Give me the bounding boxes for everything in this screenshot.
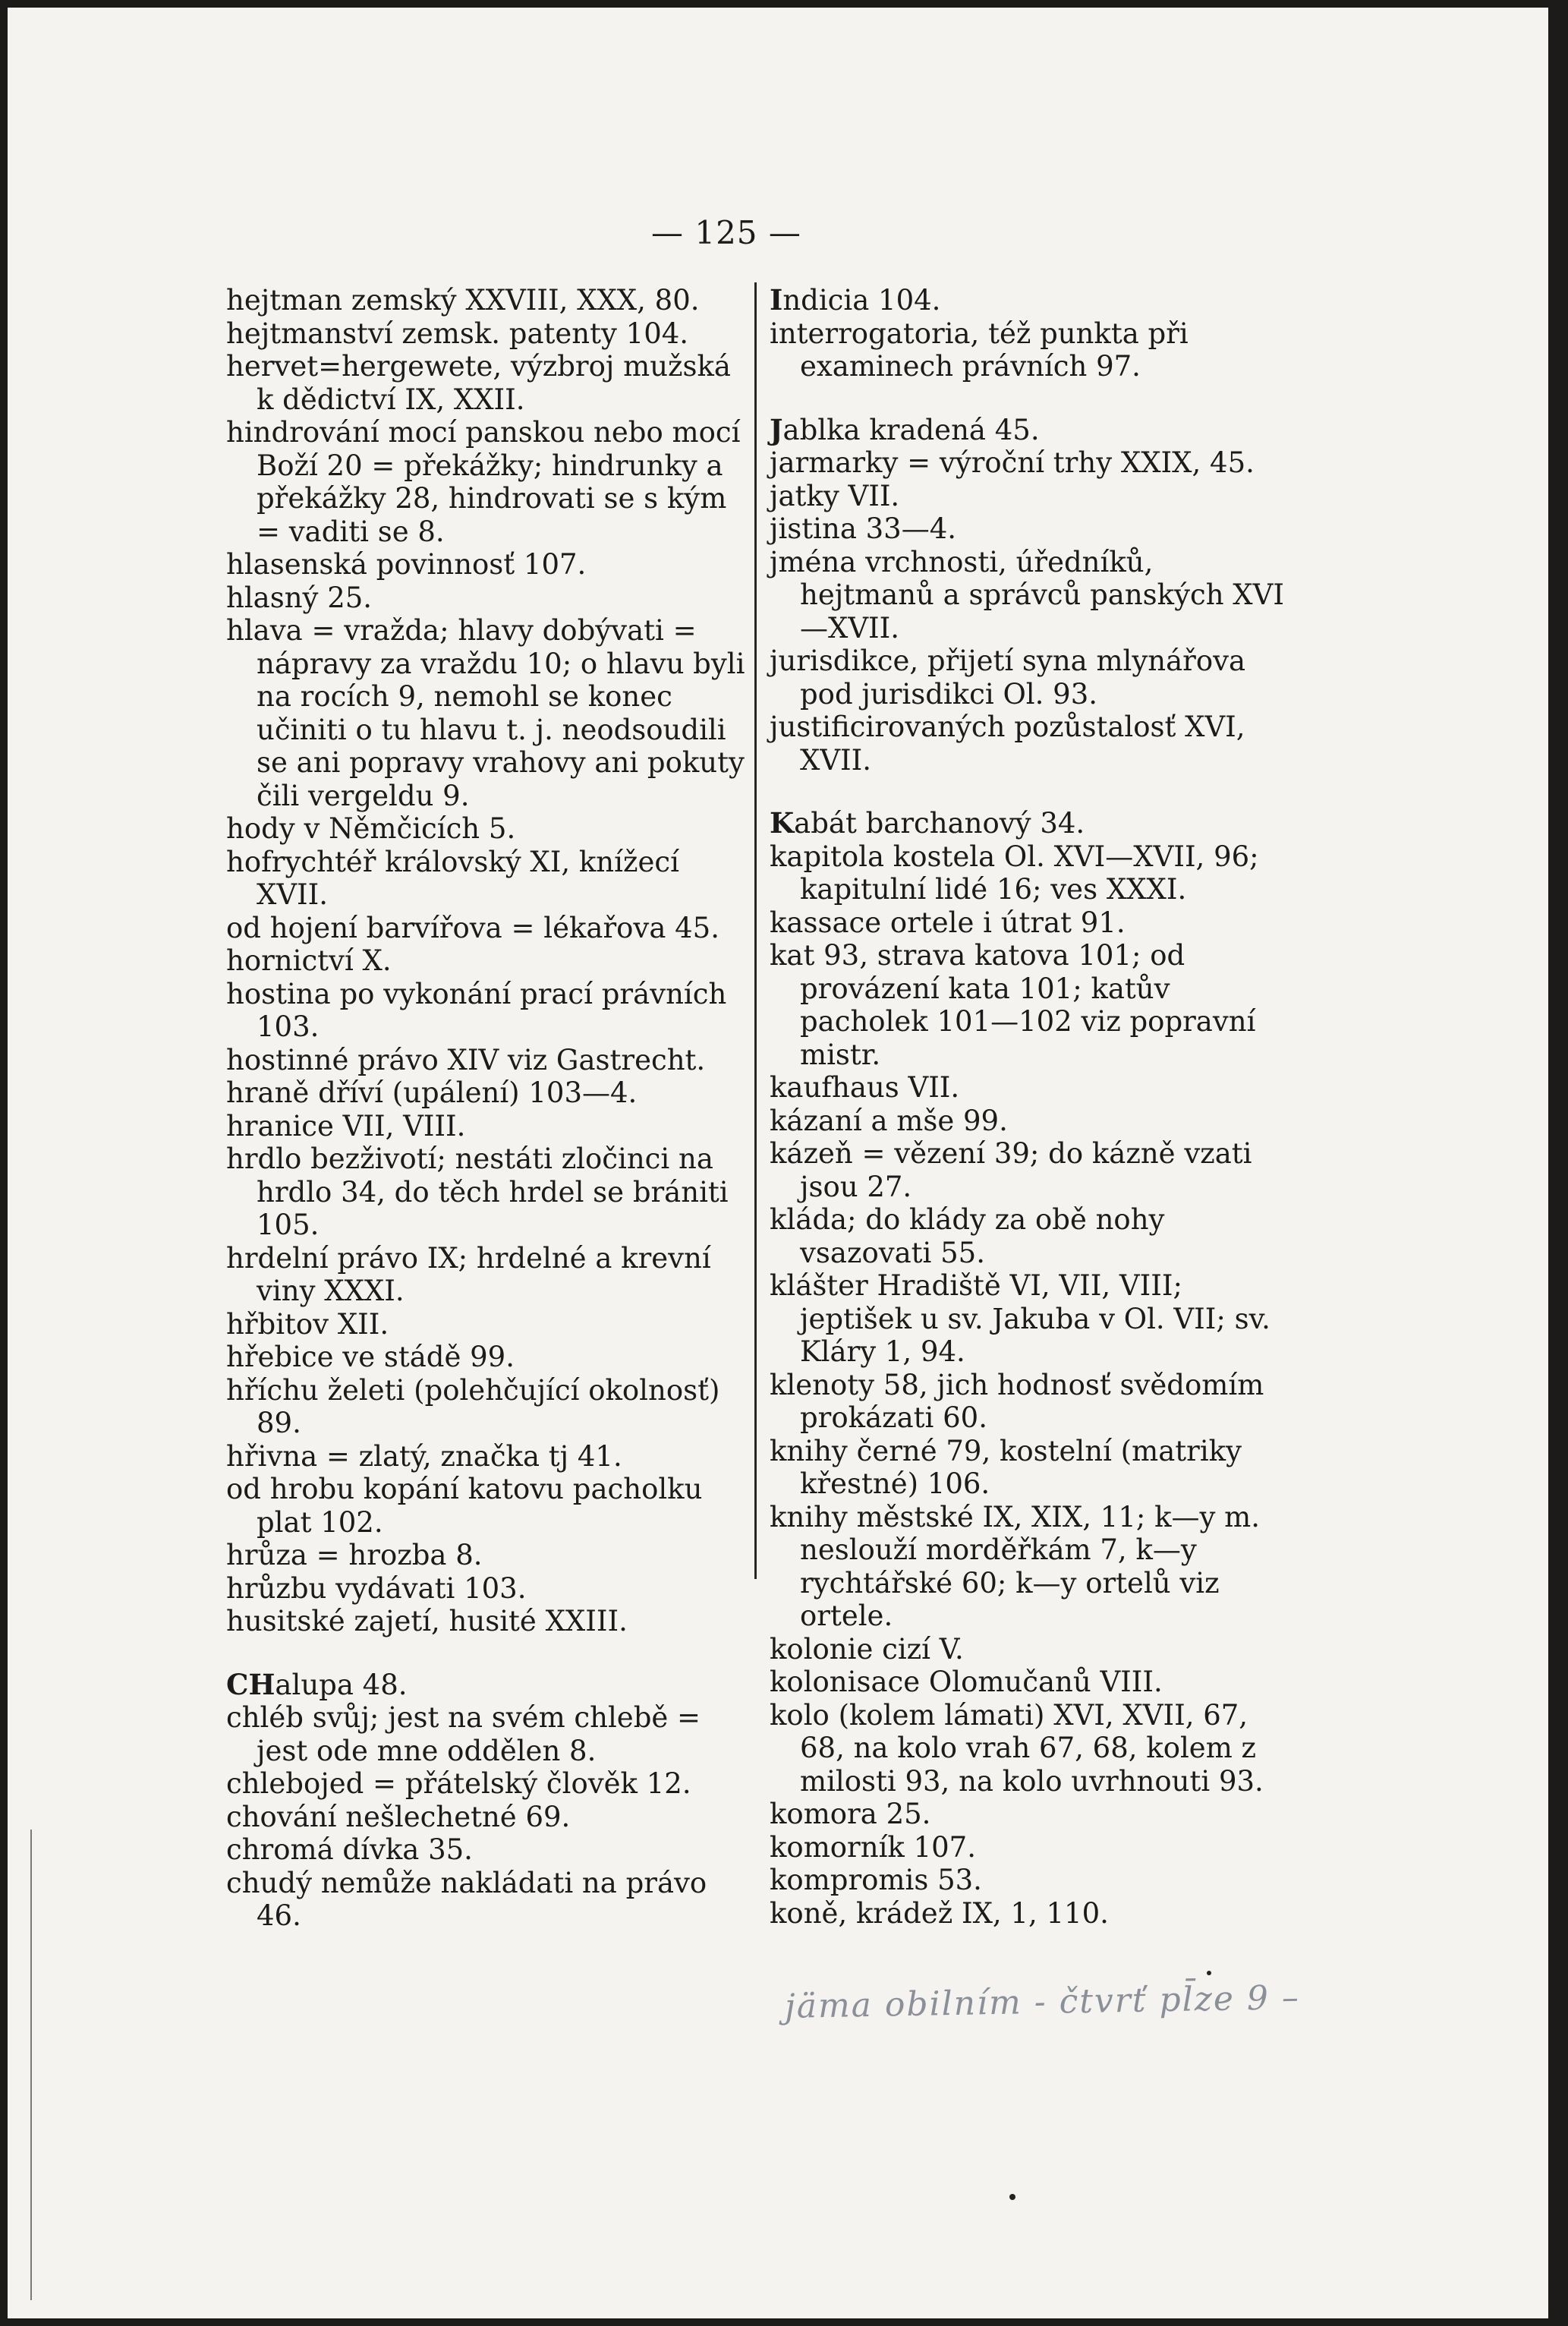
entry-text: hervet=hergewete, výzbroj mužská k dědictví IX, XXII.: [226, 350, 731, 416]
index-entry: [770, 317, 1295, 383]
entry-text: kapitola kostela Ol. XVI—XVII, 96; kapitulní lidé 16; ves XXXI.: [770, 840, 1259, 906]
entry-text: jména vrchnosti, úředníků, hejtmanů a správců panských XVI—XVII.: [770, 545, 1284, 645]
index-entry: [770, 1105, 1295, 1138]
entry-text: komorník 107.: [770, 1830, 976, 1864]
index-entry: [226, 1242, 750, 1308]
entry-text: hrdlo bezživotí; nestáti zločinci na hrdlo 34, do těch hrdel se brániti 105.: [226, 1143, 729, 1241]
index-entry: [226, 1572, 750, 1606]
index-entry: [770, 512, 1295, 546]
index-entry: [226, 1669, 750, 1702]
index-column-right: [770, 284, 1295, 1930]
entry-text: hostina po vykonání prací právních 103.: [226, 977, 727, 1043]
index-entry: [226, 1833, 750, 1867]
handwritten-note: jäma obilním - čtvrť pl̄ze 9 –: [784, 1978, 1301, 2026]
entry-text: ndicia 104.: [782, 284, 941, 317]
section-initial: I: [770, 283, 783, 317]
index-entry: [226, 1767, 750, 1801]
page-number: — 125 —: [651, 214, 801, 251]
index-entry: [226, 1143, 750, 1242]
index-entry: [770, 446, 1295, 480]
index-entry: [770, 284, 1295, 317]
entry-text: hlava = vražda; hlavy dobývati = nápravy za vraždu 10; o hlavu byli na rocích 9, nemohl se konec učiniti o tu hlavu t. j. neodsoudili se ani popravy vrahovy ani pokuty čili vergeldu 9.: [226, 614, 745, 812]
index-entry: [770, 1369, 1295, 1435]
index-entry: [770, 840, 1295, 906]
index-entry: [226, 284, 750, 317]
index-entry: [226, 1374, 750, 1440]
index-entry: [770, 645, 1295, 711]
index-entry: [770, 1501, 1295, 1633]
entry-text: alupa 48.: [275, 1668, 408, 1701]
scan-edge-mark: [30, 1830, 32, 2300]
index-entry: [226, 1801, 750, 1834]
entry-text: chlebojed = přátelský člověk 12.: [226, 1767, 691, 1800]
entry-text: hlasný 25.: [226, 581, 373, 614]
index-entry: [770, 1699, 1295, 1798]
entry-text: hejtmanství zemsk. patenty 104.: [226, 317, 689, 350]
speck-mark: [1009, 2194, 1015, 2200]
entry-text: justificirovaných pozůstalosť XVI, XVII.: [770, 711, 1245, 777]
index-entry: [770, 1137, 1295, 1203]
entry-text: chromá dívka 35.: [226, 1833, 473, 1866]
index-entry: [770, 1897, 1295, 1930]
entry-text: hlasenská povinnosť 107.: [226, 548, 587, 581]
index-entry: [226, 846, 750, 912]
entry-text: hrůzbu vydávati 103.: [226, 1571, 527, 1605]
entry-text: hranice VII, VIII.: [226, 1109, 466, 1143]
entry-text: kompromis 53.: [770, 1864, 982, 1896]
entry-text: jurisdikce, přijetí syna mlynářova pod jurisdikci Ol. 93.: [770, 645, 1246, 711]
entry-text: jarmarky = výroční trhy XXIX, 45.: [770, 446, 1255, 479]
entry-text: kassace ortele i útrat 91.: [770, 906, 1126, 939]
index-entry: [226, 1341, 750, 1374]
index-entry: [770, 1633, 1295, 1666]
index-entry: [770, 1269, 1295, 1369]
index-entry: [226, 416, 750, 548]
entry-text: kázaní a mše 99.: [770, 1104, 1008, 1137]
column-divider: [754, 282, 757, 1579]
entry-text: hřivna = zlatý, značka tj 41.: [226, 1439, 622, 1473]
speck-mark: [1207, 1971, 1211, 1975]
index-entry: [226, 1110, 750, 1143]
entry-text: kolo (kolem lámati) XVI, XVII, 67, 68, na kolo vrah 67, 68, kolem z milosti 93, na kolo uvrhnouti 93.: [770, 1698, 1264, 1798]
index-column-left: [226, 284, 750, 1933]
entry-text: od hojení barvířova = lékařova 45.: [226, 911, 719, 944]
document-page: [8, 8, 1548, 2318]
entry-text: hrůza = hrozba 8.: [226, 1539, 483, 1571]
entry-text: hraně dříví (upálení) 103—4.: [226, 1076, 638, 1109]
index-entry: [226, 1539, 750, 1572]
index-entry: [226, 614, 750, 812]
entry-text: kláda; do klády za obě nohy vsazovati 55.: [770, 1203, 1165, 1269]
entry-text: kolonisace Olomučanů VIII.: [770, 1666, 1163, 1698]
index-entry: [770, 711, 1295, 777]
entry-text: kaufhaus VII.: [770, 1071, 960, 1104]
entry-text: interrogatoria, též punkta při examinech právních 97.: [770, 317, 1189, 383]
index-entry: [226, 1308, 750, 1341]
entry-text: jistina 33—4.: [770, 512, 957, 545]
index-entry: [770, 807, 1295, 840]
entry-text: chudý nemůže nakládati na právo 46.: [226, 1866, 707, 1932]
entry-text: komora 25.: [770, 1798, 931, 1830]
index-entry: [770, 480, 1295, 513]
entry-text: kat 93, strava katova 101; od provázení kata 101; katův pacholek 101—102 viz popravní mistr.: [770, 939, 1256, 1071]
index-entry: [226, 1867, 750, 1933]
entry-text: chléb svůj; jest na svém chlebě = jest ode mne oddělen 8.: [226, 1701, 701, 1767]
index-entry: [770, 1203, 1295, 1269]
index-entry: [770, 414, 1295, 447]
index-entry: [770, 1798, 1295, 1831]
entry-text: jatky VII.: [770, 479, 900, 512]
index-entry: [226, 1701, 750, 1767]
index-entry: [770, 1864, 1295, 1897]
index-entry: [770, 906, 1295, 940]
entry-text: hody v Němčicích 5.: [226, 812, 516, 845]
index-entry: [770, 1831, 1295, 1864]
index-entry: [770, 1071, 1295, 1105]
index-entry: [226, 1440, 750, 1473]
entry-text: kázeň = vězení 39; do kázně vzati jsou 27.: [770, 1137, 1252, 1203]
entry-text: koně, krádež IX, 1, 110.: [770, 1896, 1109, 1930]
entry-text: husitské zajetí, husité XXIII.: [226, 1605, 628, 1637]
entry-text: hornictví X.: [226, 944, 392, 977]
index-entry: [226, 812, 750, 846]
entry-text: hostinné právo XIV viz Gastrecht.: [226, 1043, 706, 1076]
entry-text: ablka kradená 45.: [782, 413, 1040, 446]
entry-text: hofrychtéř královský XI, knížecí XVII.: [226, 845, 679, 911]
index-entry: [770, 1666, 1295, 1699]
index-entry: [226, 548, 750, 582]
index-entry: [226, 582, 750, 615]
entry-text: abát barchanový 34.: [794, 807, 1085, 840]
entry-text: klenoty 58, jich hodnosť svědomím prokázati 60.: [770, 1368, 1264, 1434]
index-entry: [226, 1044, 750, 1077]
entry-text: hřebice ve stádě 99.: [226, 1341, 515, 1373]
entry-text: knihy černé 79, kostelní (matriky křestné) 106.: [770, 1434, 1242, 1500]
entry-text: kolonie cizí V.: [770, 1632, 964, 1666]
index-entry: [770, 939, 1295, 1071]
entry-text: hříchu želeti (polehčující okolnosť) 89.: [226, 1373, 720, 1439]
entry-text: chování nešlechetné 69.: [226, 1800, 571, 1833]
index-entry: [226, 978, 750, 1044]
entry-text: hejtman zemský XXVIII, XXX, 80.: [226, 284, 700, 317]
index-entry: [226, 350, 750, 416]
section-initial: CH: [226, 1667, 276, 1701]
index-entry: [226, 944, 750, 978]
index-entry: [226, 912, 750, 945]
entry-text: hindrování mocí panskou nebo mocí Boží 20 = překážky; hindrunky a překážky 28, hindrovati se s kým = vaditi se 8.: [226, 416, 741, 548]
index-entry: [226, 1473, 750, 1539]
entry-text: knihy městské IX, XIX, 11; k—y m. neslouží morděřkám 7, k—y rychtářské 60; k—y ortelů viz ortele.: [770, 1500, 1261, 1632]
entry-text: hřbitov XII.: [226, 1307, 389, 1341]
entry-text: klášter Hradiště VI, VII, VIII; jeptišek u sv. Jakuba v Ol. VII; sv. Kláry 1, 94.: [770, 1269, 1270, 1368]
section-initial: J: [770, 412, 783, 446]
section-initial: K: [770, 806, 795, 840]
index-entry: [226, 317, 750, 351]
index-entry: [226, 1605, 750, 1638]
index-entry: [770, 1435, 1295, 1501]
index-entry: [770, 546, 1295, 645]
entry-text: hrdelní právo IX; hrdelné a krevní viny XXXI.: [226, 1241, 711, 1307]
index-entry: [226, 1076, 750, 1110]
entry-text: od hrobu kopání katovu pacholku plat 102.: [226, 1473, 703, 1539]
